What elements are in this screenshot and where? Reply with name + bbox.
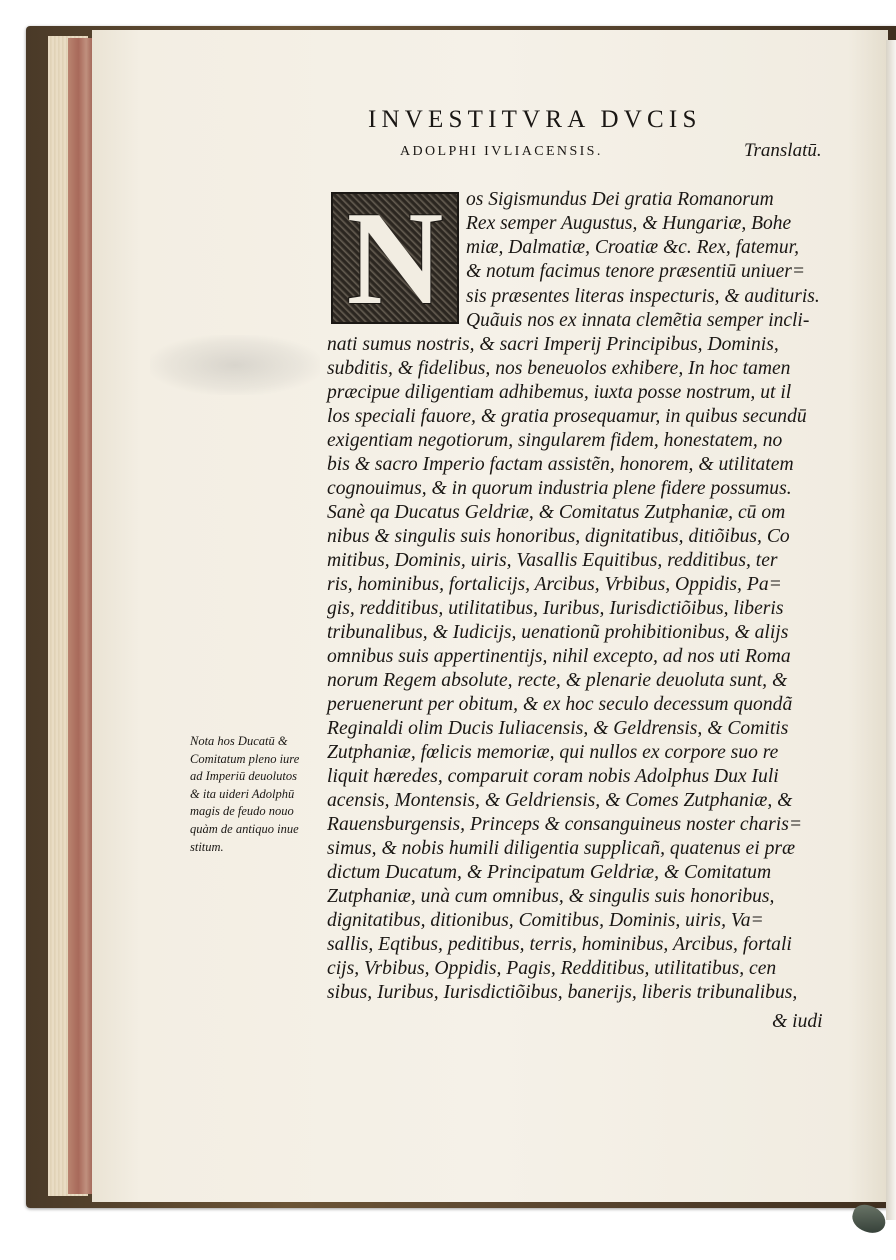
body-line: Zutphaniæ, unà cum omnibus, & singulis suis honoribus, <box>327 886 775 907</box>
margin-note-line: quàm de antiquo inue <box>190 821 299 836</box>
body-line: Rex semper Augustus, & Hungariæ, Bohe <box>466 213 792 234</box>
margin-note-line: ad Imperiū deuolutos <box>190 769 297 784</box>
margin-note-line: & ita uideri Adolphū <box>190 786 295 801</box>
body-line: os Sigismundus Dei gratia Romanorum <box>466 189 774 210</box>
body-line: dictum Ducatum, & Principatum Geldriæ, & Comitatum <box>327 862 772 883</box>
body-line: subditis, & fidelibus, nos beneuolos exhibere, In hoc tamen <box>327 358 791 379</box>
body-line: & notum facimus tenore præsentiū uniuer= <box>466 261 806 282</box>
body-line: sis præsentes literas inspecturis, & audituris. <box>466 286 820 307</box>
ink-smudge <box>150 335 320 395</box>
body-line: peruenerunt per obitum, & ex hoc seculo decessum quondã <box>327 694 793 715</box>
body-line: nibus & singulis suis honoribus, dignitatibus, ditiõibus, Co <box>327 526 790 547</box>
page-right-edge <box>886 40 896 1220</box>
body-line: Quãuis nos ex innata clemẽtia semper incli- <box>466 310 810 331</box>
body-line: Rauensburgensis, Princeps & consanguineus noster charis= <box>327 814 803 835</box>
body-line: liquit hæredes, comparuit coram nobis Adolphus Dux Iuli <box>327 766 779 787</box>
red-page-edge <box>68 38 94 1194</box>
body-line: præcipue diligentiam adhibemus, iuxta posse nostrum, ut il <box>327 382 792 403</box>
margin-note-line: Nota hos Ducatū & <box>190 734 288 748</box>
body-line: ris, hominibus, fortalicijs, Arcibus, Vrbibus, Oppidis, Pa= <box>327 574 782 595</box>
running-subtitle: ADOLPHI IVLIACENSIS. <box>400 144 603 159</box>
body-line: nati sumus nostris, & sacri Imperij Principibus, Dominis, <box>327 334 779 355</box>
margin-note-line: stitum. <box>190 839 224 854</box>
body-line: exigentiam negotiorum, singularem fidem, honestatem, no <box>327 430 783 451</box>
body-line: acensis, Montensis, & Geldriensis, & Comes Zutphaniæ, & <box>327 790 793 811</box>
body-line: Sanè qa Ducatus Geldriæ, & Comitatus Zutphaniæ, cū om <box>327 502 786 523</box>
body-line: dignitatibus, ditionibus, Comitibus, Dominis, uiris, Va= <box>327 910 764 931</box>
body-line: simus, & nobis humili diligentia supplicañ, quatenus ei præ <box>327 838 796 859</box>
body-line: omnibus suis appertinentijs, nihil excepto, ad nos uti Roma <box>327 646 791 667</box>
body-line: cijs, Vrbibus, Oppidis, Pagis, Redditibus, utilitatibus, cen <box>327 958 777 979</box>
body-line: miæ, Dalmatiæ, Croatiæ &c. Rex, fatemur, <box>466 237 799 258</box>
body-line: cognouimus, & in quorum industria plene fidere possumus. <box>327 478 792 499</box>
running-title: INVESTITVRA DVCIS <box>368 106 702 133</box>
body-line: gis, redditibus, utilitatibus, Iuribus, Iurisdictiõibus, liberis <box>327 598 784 619</box>
decorated-initial <box>331 192 459 324</box>
body-line: los speciali fauore, & gratia prosequamur, in quibus secundū <box>327 406 807 427</box>
body-line: bis & sacro Imperio factam assistẽn, honorem, & utilitatem <box>327 454 794 475</box>
catchword-top: Translatū. <box>744 140 822 161</box>
catchword-bottom: & iudi <box>772 1011 823 1032</box>
body-line: norum Regem absolute, recte, & plenarie deuoluta sunt, & <box>327 670 788 691</box>
body-line: mitibus, Dominis, uiris, Vasallis Equitibus, redditibus, ter <box>327 550 778 571</box>
margin-note <box>190 733 320 856</box>
body-line: Reginaldi olim Ducis Iuliacensis, & Geldrensis, & Comitis <box>327 718 789 739</box>
body-line: sallis, Eqtibus, peditibus, terris, hominibus, Arcibus, fortali <box>327 934 792 955</box>
margin-note-line: magis de feudo nouo <box>190 804 294 819</box>
body-line: tribunalibus, & Iudicijs, uenationũ prohibitionibus, & alijs <box>327 622 789 643</box>
body-line: sibus, Iuribus, Iurisdictiõibus, banerijs, liberis tribunalibus, <box>327 982 798 1003</box>
margin-note-line: Comitatum pleno iure <box>190 751 300 766</box>
initial-letter: N <box>346 192 444 324</box>
body-line: Zutphaniæ, fœlicis memoriæ, qui nullos ex corpore suo re <box>327 742 779 763</box>
